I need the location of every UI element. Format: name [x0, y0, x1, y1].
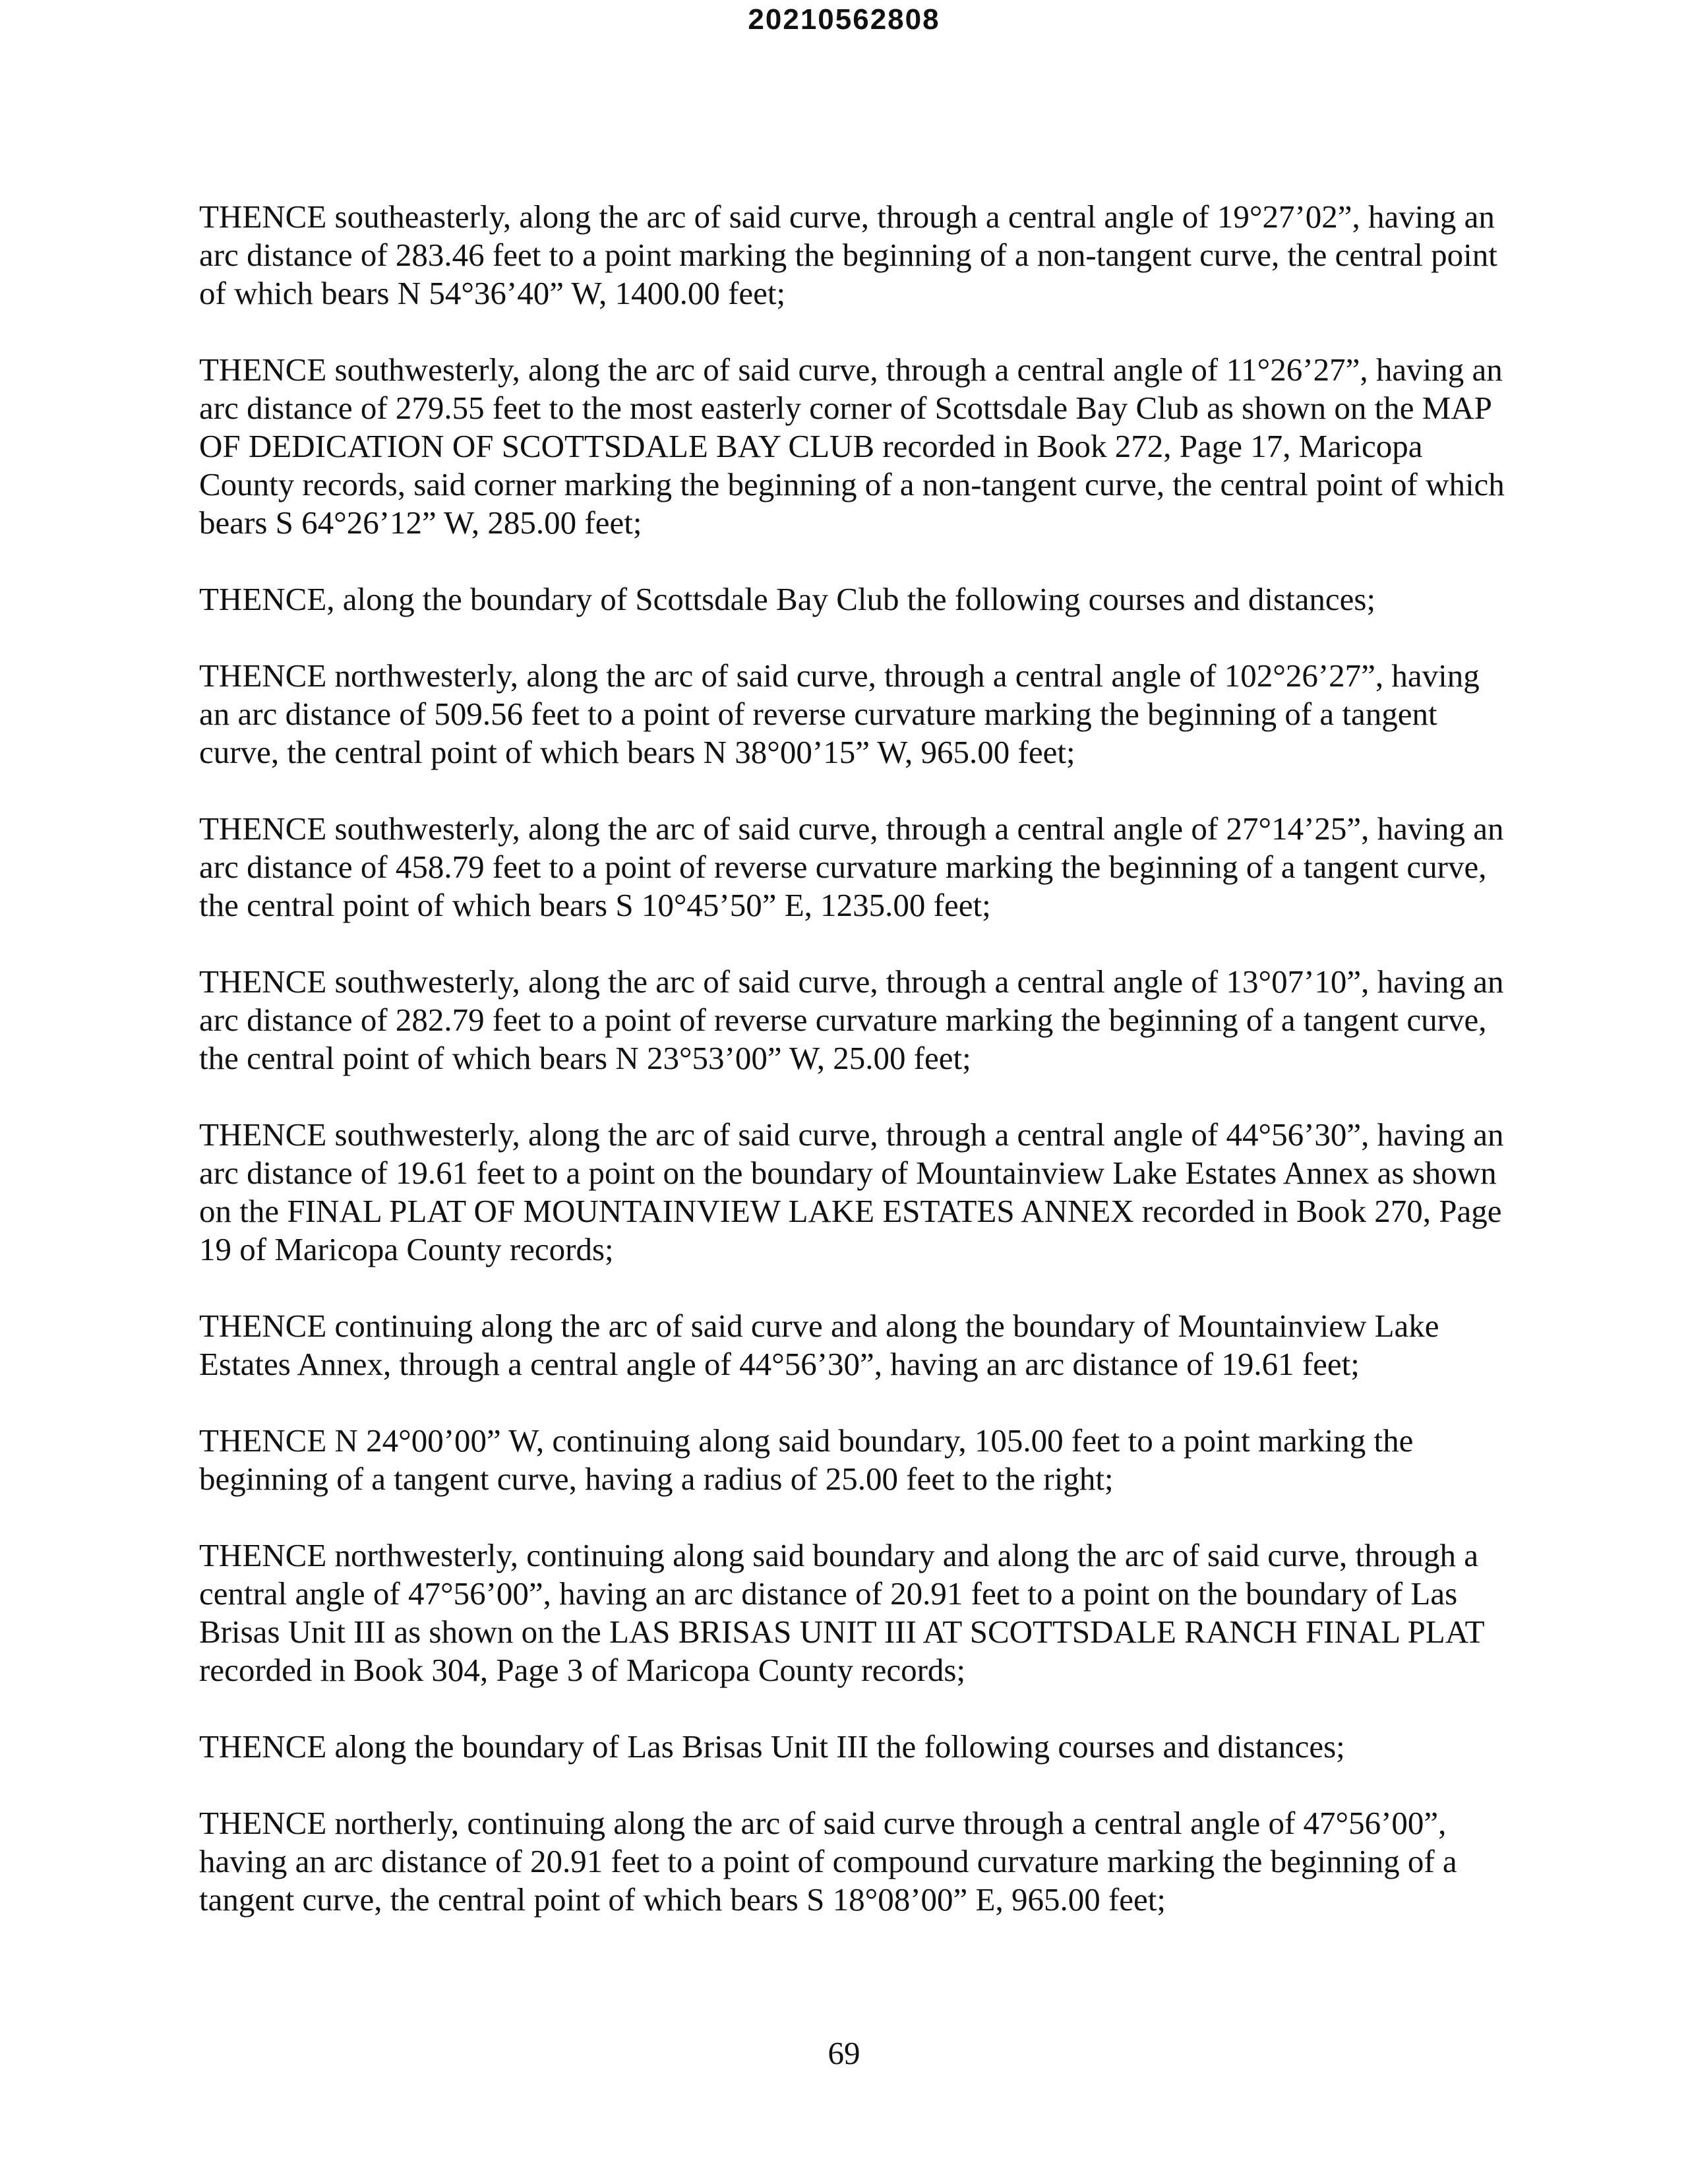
paragraph: THENCE southeasterly, along the arc of said curve, through a central angle of 19°27’02”, having an arc distance of 283.46 feet to a point marking the beginning of a non-tangent curve, the central point of which bears N 54°36’40” W, 1400.00 feet; — [199, 198, 1497, 311]
paragraph: THENCE N 24°00’00” W, continuing along said boundary, 105.00 feet to a point marking the beginning of a tangent curve, having a radius of 25.00 feet to the right; — [199, 1422, 1414, 1497]
paragraph: THENCE southwesterly, along the arc of said curve, through a central angle of 44°56’30”, having an arc distance of 19.61 feet to a point on the boundary of Mountainview Lake Estates Annex as shown on the FINAL PLAT OF MOUNTAINVIEW LAKE ESTATES ANNEX recorded in Book 270, Page 19 of Maricopa County records; — [199, 1116, 1504, 1267]
paragraph: THENCE, along the boundary of Scottsdale Bay Club the following courses and distances; — [199, 581, 1376, 617]
paragraph: THENCE southwesterly, along the arc of said curve, through a central angle of 13°07’10”, having an arc distance of 282.79 feet to a point of reverse curvature marking the beginning of a tangent curve, the central point of which bears N 23°53’00” W, 25.00 feet; — [199, 963, 1504, 1076]
paragraph: THENCE along the boundary of Las Brisas Unit III the following courses and distances; — [199, 1728, 1345, 1765]
page-number: 69 — [828, 2035, 860, 2071]
paragraph: THENCE southwesterly, along the arc of said curve, through a central angle of 11°26’27”, having an arc distance of 279.55 feet to the most easterly corner of Scottsdale Bay Club as shown on the MAP OF DEDICATION OF SCOTTSDALE BAY CLUB recorded in Book 272, Page 17, Maricopa County records, said corner marking the beginning of a non-tangent curve, the central point of which bears S 64°26’12” W, 285.00 feet; — [199, 351, 1505, 541]
document-number: 20210562808 — [748, 3, 940, 36]
paragraph: THENCE southwesterly, along the arc of said curve, through a central angle of 27°14’25”, having an arc distance of 458.79 feet to a point of reverse curvature marking the beginning of a tangent curve, the central point of which bears S 10°45’50” E, 1235.00 feet; — [199, 810, 1504, 923]
paragraph: THENCE northwesterly, along the arc of said curve, through a central angle of 102°26’27”, having an arc distance of 509.56 feet to a point of reverse curvature marking the beginning of a tangent curve, the central point of which bears N 38°00’15” W, 965.00 feet; — [199, 657, 1480, 770]
paragraph: THENCE northwesterly, continuing along said boundary and along the arc of said curve, through a central angle of 47°56’00”, having an arc distance of 20.91 feet to a point on the boundary of Las Brisas Unit III as shown on the LAS BRISAS UNIT III AT SCOTTSDALE RANCH FINAL PLAT recorded in Book 304, Page 3 of Maricopa County records; — [199, 1537, 1484, 1688]
paragraph: THENCE northerly, continuing along the arc of said curve through a central angle of 47°56’00”, having an arc distance of 20.91 feet to a point of compound curvature marking the beginning of a tangent curve, the central point of which bears S 18°08’00” E, 965.00 feet; — [199, 1805, 1457, 1918]
legal-description-body — [199, 198, 1511, 1957]
paragraph: THENCE continuing along the arc of said curve and along the boundary of Mountainview Lake Estates Annex, through a central angle of 44°56’30”, having an arc distance of 19.61 feet; — [199, 1308, 1439, 1382]
